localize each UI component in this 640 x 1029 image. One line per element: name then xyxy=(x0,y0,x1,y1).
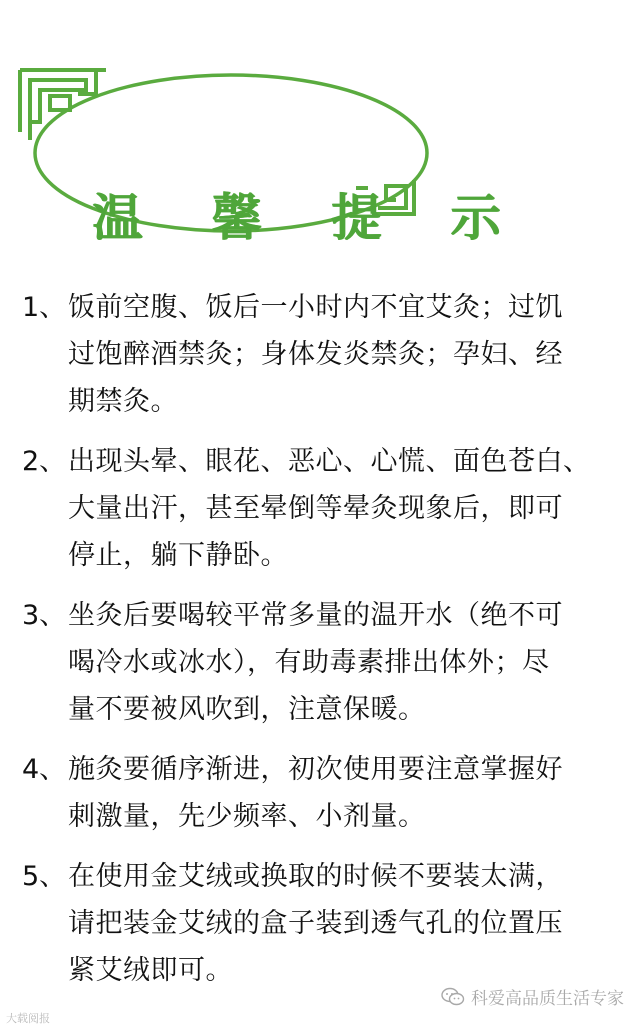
tip-text-line: 停止，躺下静卧。 xyxy=(68,540,288,571)
tip-text-line: 施灸要循序渐进，初次使用要注意掌握好 xyxy=(68,754,563,785)
banner-title: 温 馨 提 示 xyxy=(92,189,527,247)
wechat-icon xyxy=(441,987,465,1007)
fret-corner-top-left xyxy=(20,70,106,140)
tip-text-line: 量不要被风吹到，注意保暖。 xyxy=(68,694,426,725)
tip-item xyxy=(22,853,622,994)
watermark-right xyxy=(441,984,624,1009)
tip-text-line: 紧艾绒即可。 xyxy=(68,955,233,986)
tip-number: 1、 xyxy=(22,292,67,323)
tip-number: 3、 xyxy=(22,600,67,631)
tip-text-line: 坐灸后要喝较平常多量的温开水（绝不可 xyxy=(68,600,563,631)
tip-item xyxy=(22,438,622,579)
tip-item xyxy=(22,592,622,733)
tip-text-line: 在使用金艾绒或换取的时候不要装太满， xyxy=(68,861,563,892)
tip-number: 5、 xyxy=(22,861,67,892)
watermark-right-text: 科爱高品质生活专家 xyxy=(471,989,624,1009)
tip-text-line: 期禁灸。 xyxy=(68,386,178,417)
tip-text-line: 大量出汗，甚至晕倒等晕灸现象后，即可 xyxy=(68,493,563,524)
tip-text-line: 出现头晕、眼花、恶心、心慌、面色苍白、 xyxy=(68,446,591,477)
tip-number: 4、 xyxy=(22,754,67,785)
tip-text-line: 过饱醉酒禁灸；身体发炎禁灸；孕妇、经 xyxy=(68,339,563,370)
tips-list xyxy=(22,284,622,1007)
watermark-left: 大载阅报 xyxy=(6,1012,50,1025)
tip-text-line: 喝冷水或冰水），有助毒素排出体外；尽 xyxy=(68,647,550,678)
title-banner xyxy=(16,60,527,247)
tip-text-line: 饭前空腹、饭后一小时内不宜艾灸；过饥 xyxy=(68,292,563,323)
tip-item xyxy=(22,746,622,840)
tip-number: 2、 xyxy=(22,446,67,477)
tip-item xyxy=(22,284,622,425)
tip-text-line: 请把装金艾绒的盒子装到透气孔的位置压 xyxy=(68,908,563,939)
tip-text-line: 刺激量，先少频率、小剂量。 xyxy=(68,801,426,832)
